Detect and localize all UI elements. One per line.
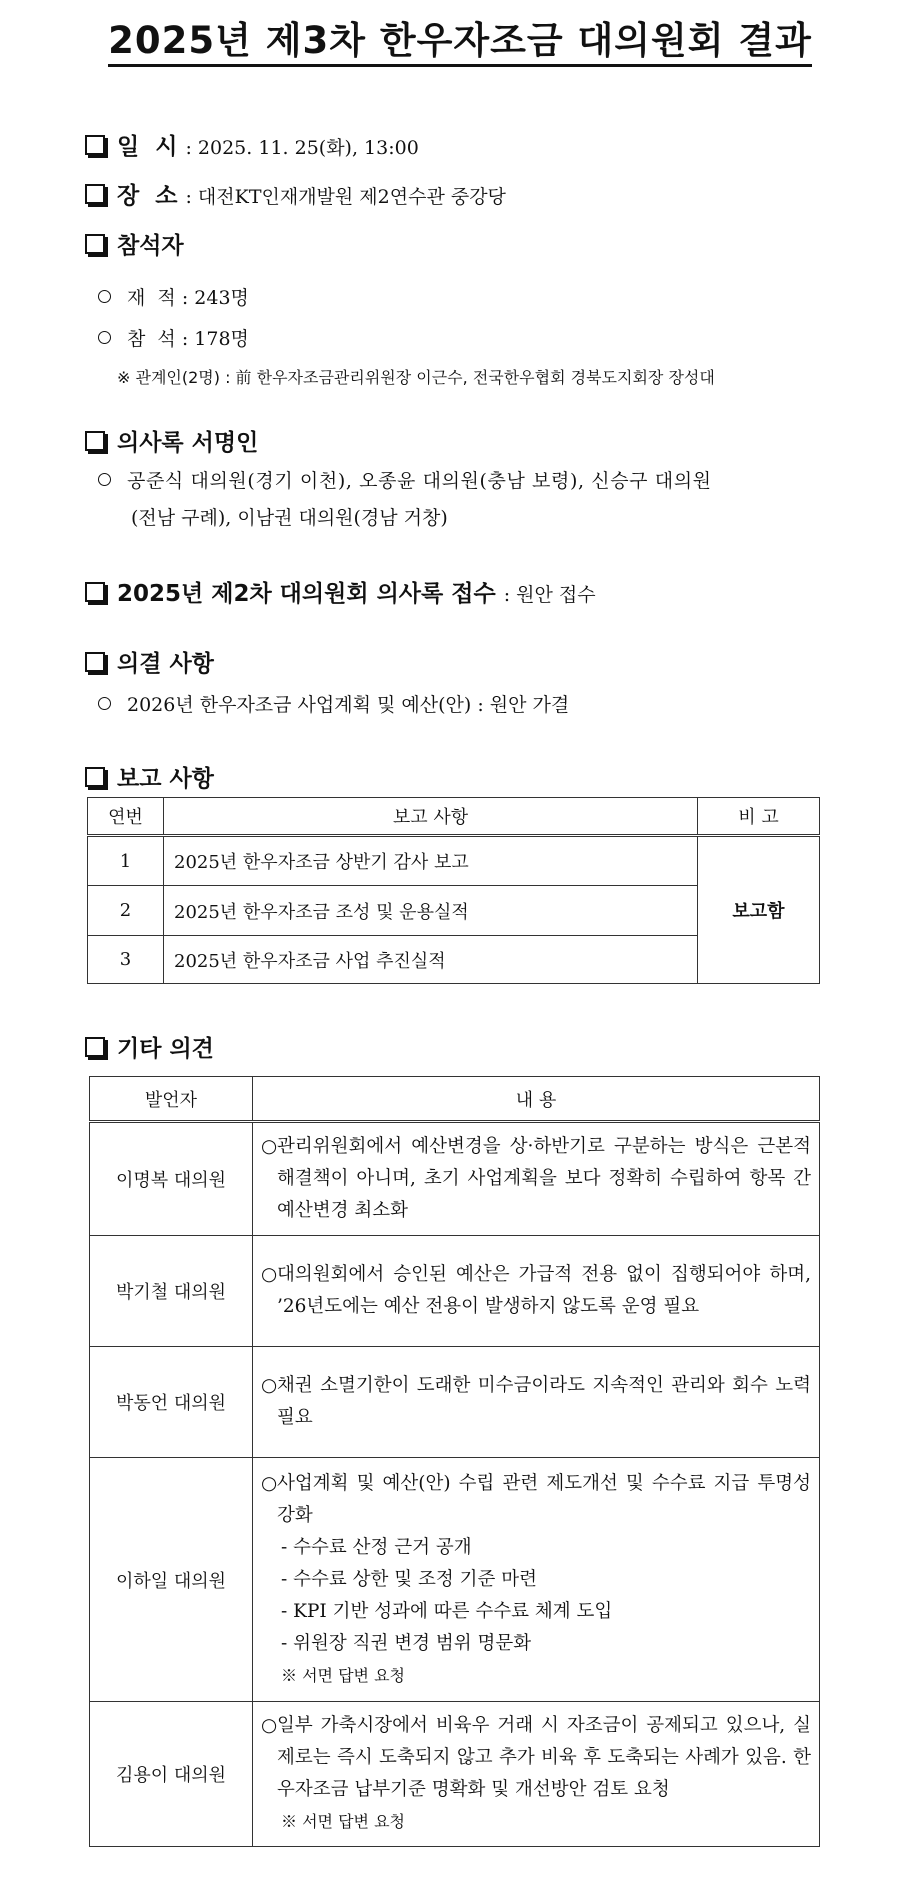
resolution-item: 2026년 한우자조금 사업계획 및 예산(안) : 원안 가결	[98, 690, 569, 717]
opinion-subitem: - KPI 기반 성과에 따른 수수료 체계 도입	[281, 1600, 613, 1622]
signers-list-cont: (전남 구례), 이남권 대의원(경남 거창)	[131, 507, 448, 529]
table-row: 박동언 대의원 ○ 채권 소멸기한이 도래한 미수금이라도 지속적인 관리와 회수 노력 필요	[90, 1347, 820, 1458]
table-row: 이하일 대의원 ○ 사업계획 및 예산(안) 수립 관련 제도개선 및 수수료 지급 투명성 강화 - 수수료 산정 근거 공개 - 수수료 상한 및 조정 기준 마련 - KPI 기반 성과에 따른 수수료 체계 도입 - 위원장 직권 변경 범위 명문화 ※ 서면 답변 요청	[90, 1458, 820, 1702]
opinion-subitem: - 위원장 직권 변경 범위 명문화	[281, 1632, 532, 1654]
signers-list: 공준식 대의원(경기 이천), 오종윤 대의원(충남 보령), 신승구 대의원	[98, 466, 828, 493]
section-minutes: 2025년 제2차 대의원회 의사록 접수 : 원안 접수	[85, 575, 596, 608]
opinions-table	[89, 1076, 820, 1847]
report-col-no: 연번	[88, 798, 164, 836]
opinion-text: 채권 소멸기한이 도래한 미수금이라도 지속적인 관리와 회수 노력 필요	[277, 1375, 811, 1428]
report-remark: 보고함	[698, 836, 820, 984]
speaker: 이하일 대의원	[90, 1458, 253, 1702]
opinions-col-speaker: 발언자	[90, 1077, 253, 1122]
table-row: 박기철 대의원 ○ 대의원회에서 승인된 예산은 가급적 전용 없이 집행되어야 하며, ’26년도에는 예산 전용이 발생하지 않도록 운영 필요	[90, 1236, 820, 1347]
opinion-text: 사업계획 및 예산(안) 수립 관련 제도개선 및 수수료 지급 투명성 강화	[277, 1472, 811, 1526]
attendees-present: 참 석 : 178명	[98, 324, 249, 351]
checkbox-square-icon	[85, 431, 105, 451]
opinion-text: 대의원회에서 승인된 예산은 가급적 전용 없이 집행되어야 하며, ’26년도에는 예산 전용이 발생하지 않도록 운영 필요	[277, 1264, 811, 1317]
attendees-registered: 재 적 : 243명	[98, 283, 249, 310]
opinion-text: 일부 가축시장에서 비육우 거래 시 자조금이 공제되고 있으나, 실제로는 즉시 도축되지 않고 추가 비육 후 도축되는 사례가 있음. 한우자조금 납부기준 명확화 및 개선방안 검토 요청	[277, 1715, 811, 1800]
section-report: 보고 사항	[85, 760, 214, 793]
checkbox-square-icon	[85, 767, 105, 787]
section-date: 일 시 : 2025. 11. 25(화), 13:00	[85, 128, 419, 161]
opinion-text: 관리위원회에서 예산변경을 상·하반기로 구분하는 방식은 근본적 해결책이 아니며, 초기 사업계획을 보다 정확히 수립하여 항목 간 예산변경 최소화	[277, 1136, 811, 1221]
table-row: 2 2025년 한우자조금 조성 및 운용실적	[88, 886, 820, 936]
table-row: 3 2025년 한우자조금 사업 추진실적	[88, 936, 820, 984]
checkbox-square-icon	[85, 1037, 105, 1057]
date-value: 2025. 11. 25(화), 13:00	[197, 137, 419, 159]
table-row: 이명복 대의원 ○ 관리위원회에서 예산변경을 상·하반기로 구분하는 방식은 근본적 해결책이 아니며, 초기 사업계획을 보다 정확히 수립하여 항목 간 예산변경 최소화	[90, 1122, 820, 1236]
circle-bullet-icon	[98, 473, 111, 486]
speaker: 박기철 대의원	[90, 1236, 253, 1347]
place-value: 대전KT인재개발원 제2연수관 중강당	[197, 186, 506, 208]
opinion-note: ※ 서면 답변 요청	[281, 1812, 405, 1831]
report-table-header	[88, 798, 820, 836]
circle-bullet-icon	[98, 697, 111, 710]
opinion-subitem: - 수수료 상한 및 조정 기준 마련	[281, 1568, 537, 1590]
section-opinions: 기타 의견	[85, 1030, 214, 1063]
opinions-col-content: 내 용	[253, 1077, 820, 1122]
checkbox-square-icon	[85, 582, 105, 602]
checkbox-square-icon	[85, 234, 105, 254]
checkbox-square-icon	[85, 135, 105, 155]
report-col-text: 보고 사항	[164, 798, 698, 836]
section-resolution: 의결 사항	[85, 645, 214, 678]
checkbox-square-icon	[85, 652, 105, 672]
attendees-note: ※ 관계인(2명) : 前 한우자조금관리위원장 이근수, 전국한우협회 경북도지회장 장성대	[117, 368, 715, 387]
section-attendees: 참석자	[85, 227, 184, 260]
opinion-subitem: - 수수료 산정 근거 공개	[281, 1536, 472, 1558]
opinions-table-header	[90, 1077, 820, 1122]
table-row: 김용이 대의원 ○ 일부 가축시장에서 비육우 거래 시 자조금이 공제되고 있으나, 실제로는 즉시 도축되지 않고 추가 비육 후 도축되는 사례가 있음. 한우자조금 납부기준 명확화 및 개선방안 검토 요청 ※ 서면 답변 요청	[90, 1702, 820, 1847]
checkbox-square-icon	[85, 184, 105, 204]
speaker: 이명복 대의원	[90, 1122, 253, 1236]
section-signers: 의사록 서명인	[85, 424, 258, 457]
report-table	[87, 797, 820, 984]
circle-bullet-icon	[98, 331, 111, 344]
table-row: 1 2025년 한우자조금 상반기 감사 보고 보고함	[88, 836, 820, 886]
report-col-remark: 비 고	[698, 798, 820, 836]
speaker: 김용이 대의원	[90, 1702, 253, 1847]
speaker: 박동언 대의원	[90, 1347, 253, 1458]
opinion-note: ※ 서면 답변 요청	[281, 1665, 405, 1685]
section-place: 장 소 : 대전KT인재개발원 제2연수관 중강당	[85, 177, 506, 210]
page-title: 2025년 제3차 한우자조금 대의원회 결과	[0, 10, 920, 64]
circle-bullet-icon	[98, 290, 111, 303]
